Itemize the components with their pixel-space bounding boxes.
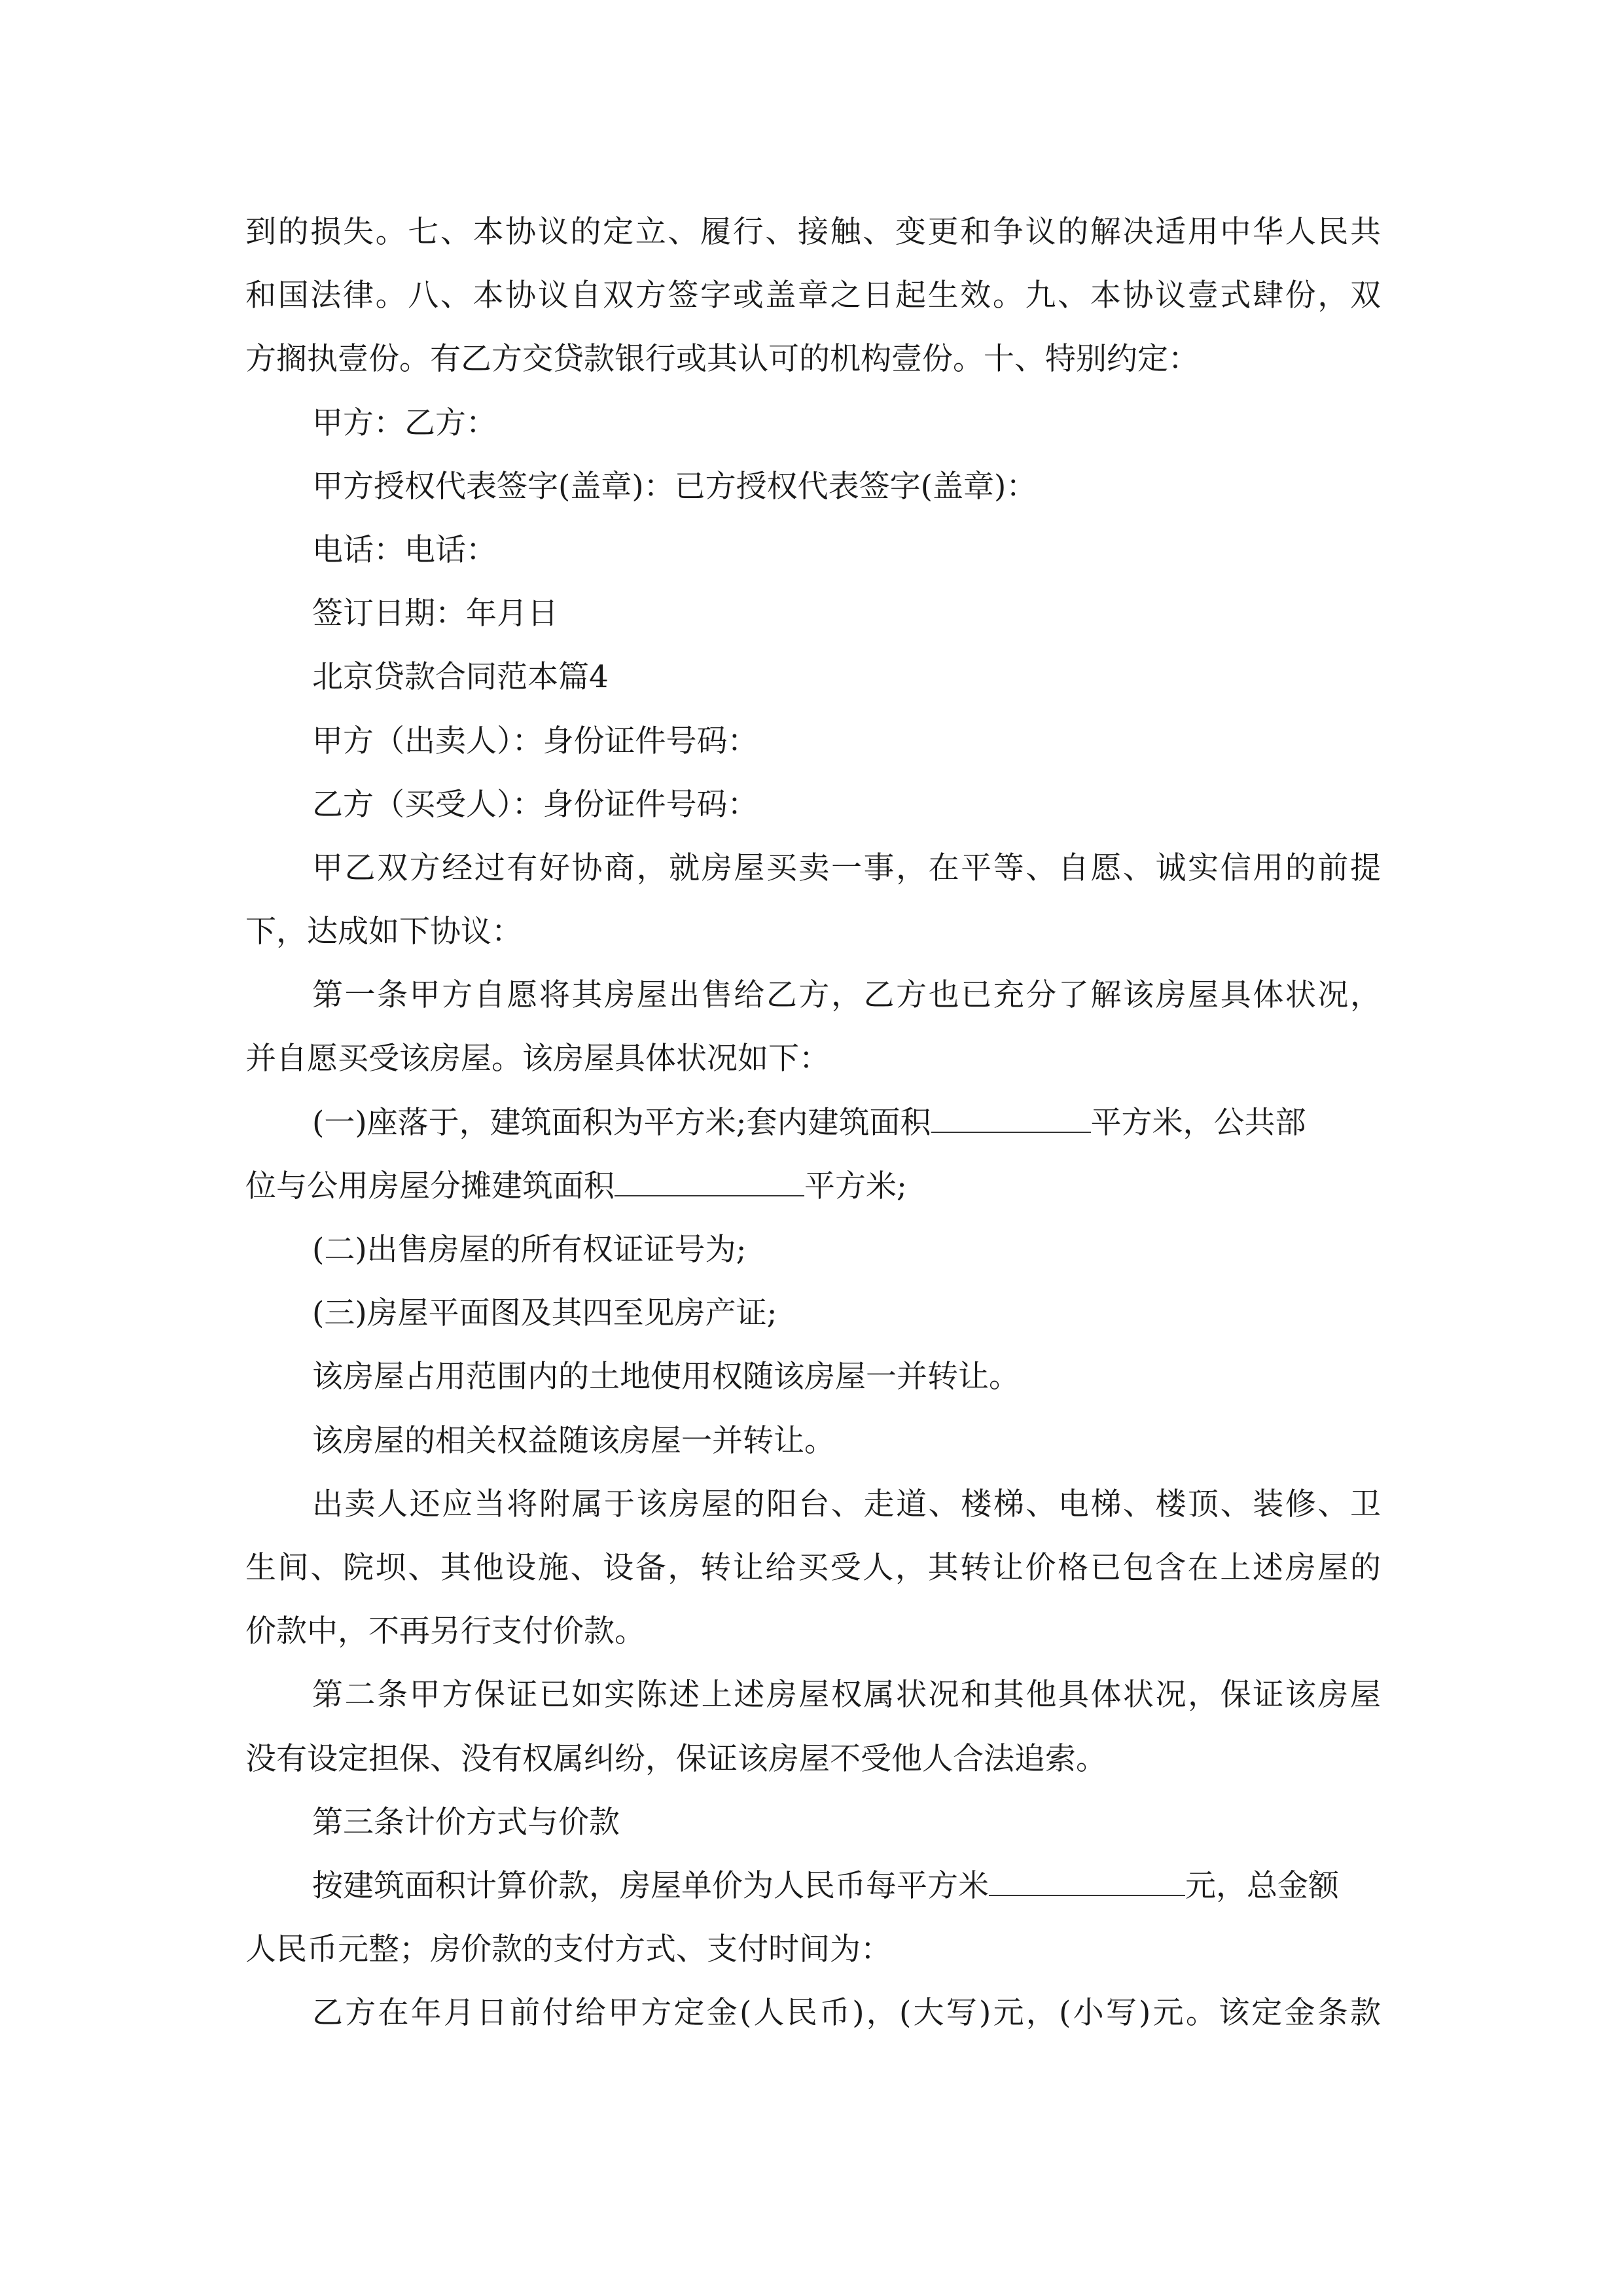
article-three-heading: 第三条计价方式与价款 [312,1804,620,1840]
clause-text: 平方米; [804,1168,907,1204]
clause-line: (二)出售房屋的所有权证证号为; [312,1232,747,1268]
phone-line: 电话：电话： [312,531,497,568]
section-heading: 北京贷款合同范本篇4 [312,659,609,696]
blank-field [931,1094,1091,1133]
clause-text: 元，总金额 [1185,1867,1339,1904]
clause-text: (一)座落于，建筑面积为平方米;套内建筑面积 [312,1104,931,1141]
seller-line: 甲方（出卖人）：身份证件号码： [312,723,758,759]
paragraph-line: 人民币元整；房价款的支付方式、支付时间为： [245,1931,891,1968]
paragraph-line: 并自愿买受该房屋。该房屋具体状况如下： [245,1041,830,1077]
article-two-line: 第二条甲方保证已如实陈述上述房屋权属状况和其他具体状况，保证该房屋 [312,1677,1381,1713]
clause-line: (三)房屋平面图及其四至见房产证; [312,1295,777,1332]
paragraph-line: 没有设定担保、没有权属纠纷，保证该房屋不受他人合法追索。 [245,1740,1107,1777]
paragraph-line: 到的损失。七、本协议的定立、履行、接触、变更和争议的解决适用中华人民共 [245,214,1381,250]
signature-representative-line: 甲方授权代表签字(盖章)：已方授权代表签字(盖章)： [312,468,1037,505]
paragraph-line: 方搁执壹份。有乙方交贷款银行或其认可的机构壹份。十、特别约定： [245,341,1199,378]
price-line [245,1854,1381,1918]
paragraph-line: 价款中，不再另行支付价款。 [245,1613,645,1650]
blank-field [615,1157,804,1196]
clause-text: 按建筑面积计算价款，房屋单价为人民币每平方米 [312,1867,989,1904]
paragraph-line: 生间、院坝、其他设施、设备，转让给买受人，其转让价格已包含在上述房屋的 [245,1549,1381,1586]
clause-line [245,1091,1381,1155]
paragraph-line: 和国法律。八、本协议自双方签字或盖章之日起生效。九、本协议壹式肆份，双 [245,278,1381,314]
paragraph-line: 下，达成如下协议： [245,914,522,950]
clause-text: 平方米，公共部 [1090,1104,1306,1141]
signing-date-line: 签订日期：年月日 [312,596,558,632]
article-one-line: 第一条甲方自愿将其房屋出售给乙方，乙方也已充分了解该房屋具体状况， [312,977,1381,1014]
buyer-line: 乙方（买受人）：身份证件号码： [312,786,758,823]
paragraph-line: 该房屋占用范围内的土地使用权随该房屋一并转让。 [312,1359,1020,1395]
paragraph-line: 甲乙双方经过有好协商，就房屋买卖一事，在平等、自愿、诚实信用的前提 [312,850,1381,886]
blank-field [989,1857,1185,1896]
paragraph-line: 该房屋的相关权益随该房屋一并转让。 [312,1422,835,1459]
paragraph-line: 出卖人还应当将附属于该房屋的阳台、走道、楼梯、电梯、楼顶、装修、卫 [312,1486,1381,1522]
clause-line [245,1155,1381,1218]
deposit-line: 乙方在年月日前付给甲方定金(人民币)，(大写)元，(小写)元。该定金条款 [312,1995,1381,2032]
clause-text: 位与公用房屋分摊建筑面积 [245,1168,615,1204]
contract-body [245,200,1381,2045]
signature-parties-line: 甲方：乙方： [312,404,497,441]
